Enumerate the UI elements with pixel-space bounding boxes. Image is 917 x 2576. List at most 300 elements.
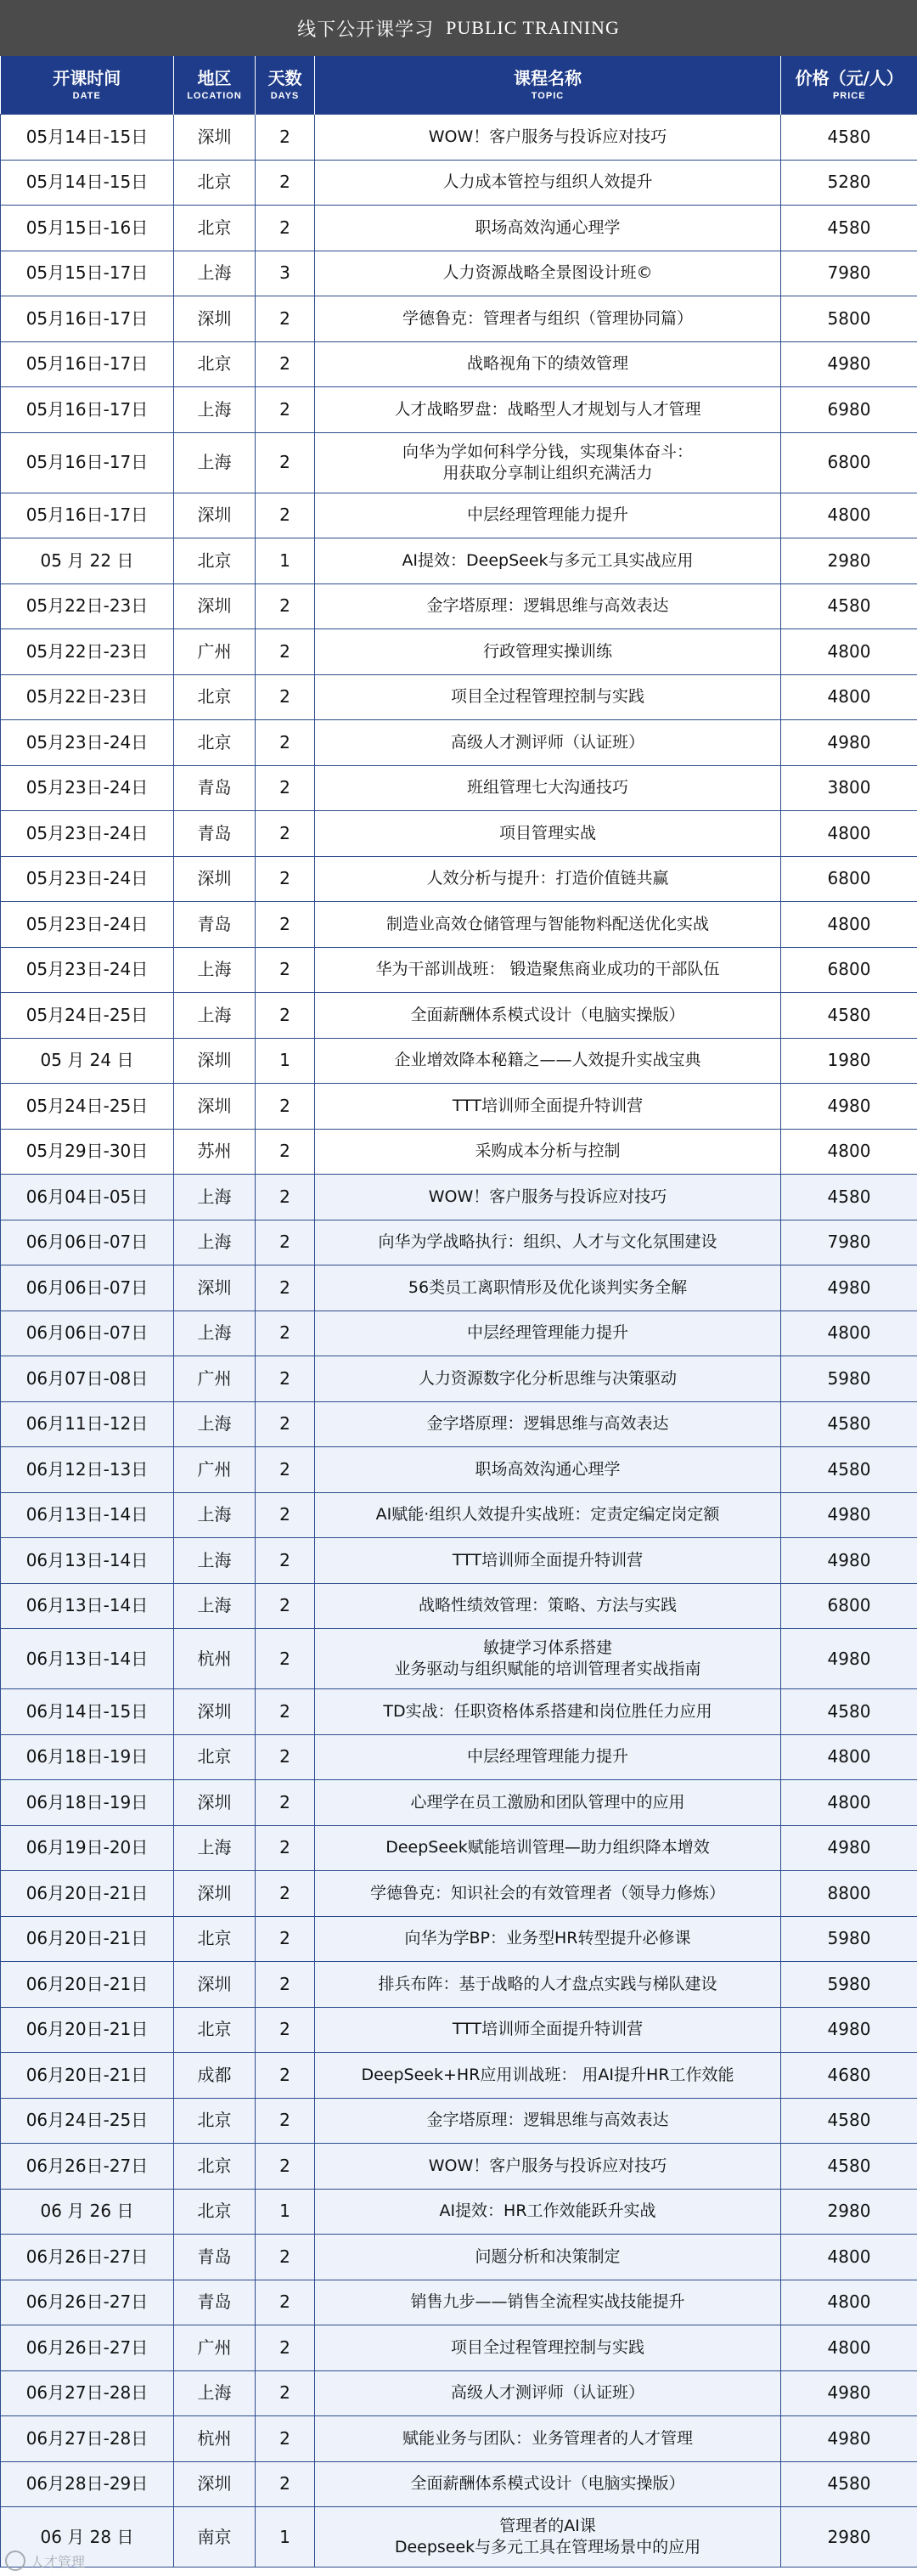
cell-days: 2 — [256, 387, 315, 433]
cell-days: 2 — [256, 1265, 315, 1311]
cell-date: 05月22日-23日 — [1, 674, 174, 720]
watermark-logo-icon — [5, 2551, 25, 2571]
topic-line: WOW！客户服务与投诉应对技巧 — [428, 2156, 667, 2175]
cell-date: 06月06日-07日 — [1, 1220, 174, 1265]
cell-location: 深圳 — [174, 1084, 256, 1130]
cell-location: 苏州 — [174, 1129, 256, 1175]
cell-days: 1 — [256, 2507, 315, 2568]
cell-location: 广州 — [174, 2325, 256, 2371]
cell-location: 北京 — [174, 538, 256, 584]
cell-price: 6800 — [781, 1583, 917, 1629]
cell-price: 4580 — [781, 1401, 917, 1447]
table-row — [1, 1825, 917, 1871]
cell-days: 2 — [256, 1583, 315, 1629]
cell-topic — [315, 2189, 781, 2235]
cell-days: 1 — [256, 1038, 315, 1084]
topic-line: 人才战略罗盘：战略型人才规划与人才管理 — [394, 399, 701, 419]
cell-days: 2 — [256, 1538, 315, 1584]
cell-topic — [315, 2007, 781, 2053]
cell-date: 05 月 22 日 — [1, 538, 174, 584]
table-row — [1, 341, 917, 387]
cell-date: 06月26日-27日 — [1, 2280, 174, 2325]
cell-topic — [315, 1447, 781, 1493]
cell-topic — [315, 629, 781, 675]
cell-days: 2 — [256, 296, 315, 342]
cell-days: 2 — [256, 1356, 315, 1402]
cell-days: 2 — [256, 1492, 315, 1538]
cell-date: 05月14日-15日 — [1, 115, 174, 161]
table-row — [1, 1734, 917, 1780]
cell-date: 05月23日-24日 — [1, 902, 174, 948]
cell-date: 05月16日-17日 — [1, 493, 174, 538]
cell-days: 1 — [256, 2189, 315, 2235]
cell-days: 2 — [256, 947, 315, 993]
cell-days: 2 — [256, 583, 315, 629]
cell-topic — [315, 947, 781, 993]
cell-topic — [315, 2280, 781, 2325]
cell-location: 上海 — [174, 251, 256, 296]
cell-days: 2 — [256, 432, 315, 493]
cell-days: 2 — [256, 1825, 315, 1871]
topic-line: WOW！客户服务与投诉应对技巧 — [428, 127, 667, 146]
cell-date: 06月26日-27日 — [1, 2235, 174, 2280]
cell-days: 2 — [256, 1916, 315, 1962]
cell-price: 4580 — [781, 583, 917, 629]
cell-price: 2980 — [781, 538, 917, 584]
topic-line: 人力成本管控与组织人效提升 — [442, 172, 653, 192]
cell-price: 2980 — [781, 2507, 917, 2568]
cell-topic — [315, 432, 781, 493]
table-row — [1, 538, 917, 584]
cell-price: 4800 — [781, 674, 917, 720]
cell-topic — [315, 720, 781, 766]
cell-price: 4800 — [781, 1311, 917, 1356]
cell-date: 05月16日-17日 — [1, 387, 174, 433]
cell-price: 3800 — [781, 765, 917, 811]
cell-days: 2 — [256, 1084, 315, 1130]
table-row — [1, 1129, 917, 1175]
topic-line: 销售九步——销售全流程实战技能提升 — [410, 2292, 685, 2312]
cell-topic — [315, 2325, 781, 2371]
table-row — [1, 1916, 917, 1962]
topic-line: 管理者的AI课 — [499, 2517, 596, 2535]
cell-price: 4800 — [781, 902, 917, 948]
cell-date: 05月23日-24日 — [1, 720, 174, 766]
table-row — [1, 2461, 917, 2507]
cell-location: 杭州 — [174, 2416, 256, 2462]
cell-days: 2 — [256, 1629, 315, 1689]
topic-line: 人力资源战略全景图设计班© — [442, 263, 653, 283]
table-row — [1, 2007, 917, 2053]
cell-days: 2 — [256, 2235, 315, 2280]
cell-date: 06月13日-14日 — [1, 1492, 174, 1538]
cell-location: 上海 — [174, 1825, 256, 1871]
cell-date: 06月14日-15日 — [1, 1689, 174, 1735]
table-row — [1, 947, 917, 993]
cell-topic — [315, 811, 781, 857]
cell-location: 深圳 — [174, 493, 256, 538]
cell-date: 06月18日-19日 — [1, 1734, 174, 1780]
cell-topic — [315, 1175, 781, 1220]
cell-location: 深圳 — [174, 1871, 256, 1917]
cell-price: 5800 — [781, 296, 917, 342]
cell-days: 2 — [256, 2053, 315, 2099]
topic-line: 项目全过程管理控制与实践 — [450, 687, 644, 707]
cell-price: 4580 — [781, 993, 917, 1039]
cell-date: 05月24日-25日 — [1, 993, 174, 1039]
cell-topic — [315, 2416, 781, 2462]
table-row — [1, 387, 917, 433]
table-row — [1, 674, 917, 720]
topic-line: 排兵布阵：基于战略的人才盘点实践与梯队建设 — [378, 1974, 717, 1993]
cell-topic — [315, 1583, 781, 1629]
cell-price: 4580 — [781, 206, 917, 251]
cell-price: 4680 — [781, 2053, 917, 2099]
cell-days: 2 — [256, 1871, 315, 1917]
cell-date: 05月24日-25日 — [1, 1084, 174, 1130]
cell-days: 2 — [256, 1962, 315, 2008]
cell-location: 深圳 — [174, 856, 256, 902]
cell-date: 05月29日-30日 — [1, 1129, 174, 1175]
cell-location: 深圳 — [174, 296, 256, 342]
cell-days: 2 — [256, 341, 315, 387]
topic-line: DeepSeek+HR应用训战班： 用AI提升HR工作效能 — [361, 2065, 734, 2084]
cell-price: 7980 — [781, 251, 917, 296]
cell-date: 06月27日-28日 — [1, 2370, 174, 2416]
cell-days: 2 — [256, 856, 315, 902]
topic-line: 学德鲁克：管理者与组织（管理协同篇） — [402, 308, 693, 328]
cell-topic — [315, 583, 781, 629]
cell-location: 青岛 — [174, 2280, 256, 2325]
cell-topic — [315, 1734, 781, 1780]
cell-location: 广州 — [174, 1356, 256, 1402]
cell-date: 06月24日-25日 — [1, 2098, 174, 2144]
cell-location: 北京 — [174, 1916, 256, 1962]
cell-topic — [315, 1916, 781, 1962]
cell-topic — [315, 1962, 781, 2008]
topic-line: 全面薪酬体系模式设计（电脑实操版） — [410, 1005, 685, 1024]
cell-location: 北京 — [174, 2189, 256, 2235]
cell-days: 2 — [256, 993, 315, 1039]
cell-days: 2 — [256, 115, 315, 161]
cell-location: 上海 — [174, 1311, 256, 1356]
cell-date: 05月16日-17日 — [1, 432, 174, 493]
table-row — [1, 1492, 917, 1538]
topic-line: 全面薪酬体系模式设计（电脑实操版） — [410, 2474, 685, 2494]
cell-days: 2 — [256, 2098, 315, 2144]
topic-line: 制造业高效仓储管理与智能物料配送优化实战 — [385, 914, 709, 933]
cell-topic — [315, 993, 781, 1039]
cell-days: 2 — [256, 765, 315, 811]
topic-line: 人力资源数字化分析思维与决策驱动 — [418, 1368, 677, 1388]
cell-days: 2 — [256, 2144, 315, 2190]
header-date: 开课时间 DATE — [1, 56, 174, 115]
cell-price: 4580 — [781, 2098, 917, 2144]
schedule-table — [0, 56, 917, 2568]
cell-date: 06月04日-05日 — [1, 1175, 174, 1220]
cell-days: 2 — [256, 1734, 315, 1780]
cell-location: 杭州 — [174, 1629, 256, 1689]
cell-price: 4980 — [781, 1538, 917, 1584]
table-row — [1, 1447, 917, 1493]
cell-days: 2 — [256, 1175, 315, 1220]
cell-topic — [315, 2370, 781, 2416]
cell-topic — [315, 493, 781, 538]
cell-location: 上海 — [174, 1175, 256, 1220]
header-topic: 课程名称 TOPIC — [315, 56, 781, 115]
cell-price: 4980 — [781, 1825, 917, 1871]
cell-days: 2 — [256, 493, 315, 538]
cell-topic — [315, 1538, 781, 1584]
cell-days: 2 — [256, 160, 315, 206]
header-price: 价格（元/人） PRICE — [781, 56, 917, 115]
cell-date: 06月13日-14日 — [1, 1583, 174, 1629]
table-row — [1, 811, 917, 857]
cell-location: 北京 — [174, 206, 256, 251]
topic-line: 职场高效沟通心理学 — [475, 217, 621, 237]
cell-topic — [315, 251, 781, 296]
cell-date: 06月27日-28日 — [1, 2416, 174, 2462]
table-row — [1, 765, 917, 811]
topic-line: AI提效：HR工作效能跃升实战 — [439, 2201, 656, 2221]
table-row — [1, 2280, 917, 2325]
topic-line: 向华为学战略执行：组织、人才与文化氛围建设 — [378, 1232, 717, 1252]
topic-line: 56类员工离职情形及优化谈判实务全解 — [408, 1277, 688, 1297]
cell-price: 4980 — [781, 2370, 917, 2416]
cell-price: 4980 — [781, 2007, 917, 2053]
title-chinese: 线下公开课学习 — [297, 19, 435, 41]
cell-topic — [315, 1689, 781, 1735]
cell-location: 上海 — [174, 2370, 256, 2416]
table-row — [1, 1583, 917, 1629]
watermark — [5, 2551, 85, 2571]
cell-price: 4580 — [781, 1447, 917, 1493]
topic-line: 战略性绩效管理：策略、方法与实践 — [418, 1596, 677, 1615]
table-row — [1, 2416, 917, 2462]
topic-line: DeepSeek赋能培训管理—助力组织降本增效 — [385, 1838, 710, 1857]
cell-topic — [315, 1356, 781, 1402]
cell-location: 上海 — [174, 387, 256, 433]
table-row — [1, 1629, 917, 1689]
cell-price: 4580 — [781, 115, 917, 161]
topic-line-2: Deepseek与多元工具在管理场景中的应用 — [394, 2538, 701, 2556]
cell-date: 06月28日-29日 — [1, 2461, 174, 2507]
table-row — [1, 993, 917, 1039]
cell-topic — [315, 1780, 781, 1826]
cell-date: 05月23日-24日 — [1, 947, 174, 993]
cell-days: 2 — [256, 902, 315, 948]
cell-date: 05月23日-24日 — [1, 856, 174, 902]
schedule-title-bar — [0, 0, 917, 56]
cell-location: 上海 — [174, 1401, 256, 1447]
cell-location: 青岛 — [174, 2235, 256, 2280]
table-row — [1, 2370, 917, 2416]
cell-date: 06月20日-21日 — [1, 1916, 174, 1962]
topic-line: 高级人才测评师（认证班） — [450, 2383, 644, 2403]
cell-days: 2 — [256, 674, 315, 720]
table-row — [1, 1175, 917, 1220]
table-row — [1, 720, 917, 766]
cell-price: 4800 — [781, 1129, 917, 1175]
cell-date: 05月22日-23日 — [1, 629, 174, 675]
table-row — [1, 1401, 917, 1447]
topic-line: 金字塔原理：逻辑思维与高效表达 — [426, 1414, 669, 1434]
cell-price: 4800 — [781, 811, 917, 857]
topic-line: 职场高效沟通心理学 — [475, 1459, 621, 1479]
cell-price: 5980 — [781, 1962, 917, 2008]
cell-location: 深圳 — [174, 1265, 256, 1311]
cell-price: 4980 — [781, 720, 917, 766]
topic-line: 敏捷学习体系搭建 — [482, 1638, 612, 1657]
cell-location: 北京 — [174, 674, 256, 720]
cell-days: 2 — [256, 2416, 315, 2462]
cell-date: 06月20日-21日 — [1, 2053, 174, 2099]
cell-price: 4980 — [781, 1265, 917, 1311]
cell-price: 4800 — [781, 2280, 917, 2325]
cell-price: 2980 — [781, 2189, 917, 2235]
cell-date: 06月13日-14日 — [1, 1629, 174, 1689]
cell-date: 05月15日-16日 — [1, 206, 174, 251]
watermark-text: 人才管理 — [31, 2553, 86, 2570]
cell-date: 05月16日-17日 — [1, 341, 174, 387]
table-row — [1, 251, 917, 296]
table-row — [1, 1265, 917, 1311]
table-row — [1, 160, 917, 206]
cell-days: 2 — [256, 1447, 315, 1493]
cell-days: 2 — [256, 1401, 315, 1447]
cell-topic — [315, 2461, 781, 2507]
cell-date: 06月13日-14日 — [1, 1538, 174, 1584]
cell-price: 4800 — [781, 1734, 917, 1780]
cell-price: 1980 — [781, 1038, 917, 1084]
cell-topic — [315, 1129, 781, 1175]
table-row — [1, 1780, 917, 1826]
cell-price: 4800 — [781, 493, 917, 538]
cell-topic — [315, 1825, 781, 1871]
table-row — [1, 1962, 917, 2008]
topic-line: 华为干部训战班： 锻造聚焦商业成功的干部队伍 — [375, 960, 720, 979]
cell-date: 06月06日-07日 — [1, 1311, 174, 1356]
cell-topic — [315, 160, 781, 206]
cell-date: 05月15日-17日 — [1, 251, 174, 296]
table-row — [1, 296, 917, 342]
cell-days: 2 — [256, 720, 315, 766]
cell-date: 06月26日-27日 — [1, 2144, 174, 2190]
cell-topic — [315, 674, 781, 720]
topic-line: 企业增效降本秘籍之——人效提升实战宝典 — [394, 1051, 701, 1070]
cell-price: 5980 — [781, 1916, 917, 1962]
cell-location: 青岛 — [174, 811, 256, 857]
cell-price: 7980 — [781, 1220, 917, 1265]
cell-price: 8800 — [781, 1871, 917, 1917]
topic-line-2: 业务驱动与组织赋能的培训管理者实战指南 — [394, 1660, 701, 1678]
cell-location: 上海 — [174, 1220, 256, 1265]
cell-date: 05月23日-24日 — [1, 811, 174, 857]
topic-line: TTT培训师全面提升特训营 — [452, 2020, 644, 2039]
cell-days: 2 — [256, 2370, 315, 2416]
table-row — [1, 1538, 917, 1584]
cell-price: 5280 — [781, 160, 917, 206]
cell-days: 2 — [256, 206, 315, 251]
cell-topic — [315, 296, 781, 342]
cell-days: 2 — [256, 2461, 315, 2507]
header-days: 天数 DAYS — [256, 56, 315, 115]
cell-date: 06 月 26 日 — [1, 2189, 174, 2235]
cell-date: 06月11日-12日 — [1, 1401, 174, 1447]
table-row — [1, 2235, 917, 2280]
cell-date: 06月19日-20日 — [1, 1825, 174, 1871]
cell-date: 06月20日-21日 — [1, 1871, 174, 1917]
table-row — [1, 2189, 917, 2235]
cell-days: 2 — [256, 1689, 315, 1735]
table-row — [1, 1038, 917, 1084]
topic-line: 中层经理管理能力提升 — [466, 505, 628, 525]
cell-location: 北京 — [174, 160, 256, 206]
cell-location: 南京 — [174, 2507, 256, 2568]
cell-topic — [315, 1265, 781, 1311]
cell-days: 1 — [256, 538, 315, 584]
cell-price: 4800 — [781, 2325, 917, 2371]
cell-date: 06月20日-21日 — [1, 1962, 174, 2008]
table-row — [1, 115, 917, 161]
table-row — [1, 2098, 917, 2144]
cell-date: 06月06日-07日 — [1, 1265, 174, 1311]
cell-topic — [315, 1492, 781, 1538]
cell-days: 2 — [256, 1220, 315, 1265]
cell-days: 2 — [256, 1129, 315, 1175]
cell-price: 4980 — [781, 1492, 917, 1538]
cell-location: 青岛 — [174, 765, 256, 811]
cell-price: 4980 — [781, 2416, 917, 2462]
topic-line: 行政管理实操训练 — [482, 641, 612, 661]
topic-line: 向华为学BP：业务型HR转型提升必修课 — [404, 1929, 691, 1948]
table-row — [1, 1220, 917, 1265]
table-header-row — [1, 56, 917, 115]
table-row — [1, 2053, 917, 2099]
topic-line: 心理学在员工激励和团队管理中的应用 — [410, 1792, 685, 1812]
cell-price: 4800 — [781, 2235, 917, 2280]
topic-line: 项目管理实战 — [498, 823, 596, 843]
cell-price: 4980 — [781, 1629, 917, 1689]
cell-topic — [315, 1084, 781, 1130]
cell-topic — [315, 387, 781, 433]
cell-price: 6800 — [781, 432, 917, 493]
cell-price: 4980 — [781, 1084, 917, 1130]
topic-line: 学德鲁克：知识社会的有效管理者（领导力修炼） — [369, 1883, 725, 1902]
title-english: PUBLIC TRAINING — [446, 17, 620, 38]
cell-topic — [315, 1038, 781, 1084]
cell-location: 青岛 — [174, 902, 256, 948]
cell-location: 广州 — [174, 1447, 256, 1493]
cell-topic — [315, 1871, 781, 1917]
topic-line: TD实战：任职资格体系搭建和岗位胜任力应用 — [383, 1701, 712, 1721]
table-row — [1, 2325, 917, 2371]
cell-price: 4800 — [781, 1780, 917, 1826]
topic-line: 项目全过程管理控制与实践 — [450, 2337, 644, 2357]
cell-location: 北京 — [174, 2098, 256, 2144]
cell-date: 05月23日-24日 — [1, 765, 174, 811]
topic-line: 人效分析与提升：打造价值链共赢 — [426, 869, 669, 888]
cell-location: 北京 — [174, 720, 256, 766]
table-row — [1, 2507, 917, 2568]
cell-location: 北京 — [174, 2144, 256, 2190]
cell-location: 成都 — [174, 2053, 256, 2099]
cell-location: 上海 — [174, 993, 256, 1039]
cell-topic — [315, 206, 781, 251]
cell-location: 北京 — [174, 1734, 256, 1780]
topic-line: 高级人才测评师（认证班） — [450, 732, 644, 752]
topic-line: 中层经理管理能力提升 — [466, 1747, 628, 1767]
